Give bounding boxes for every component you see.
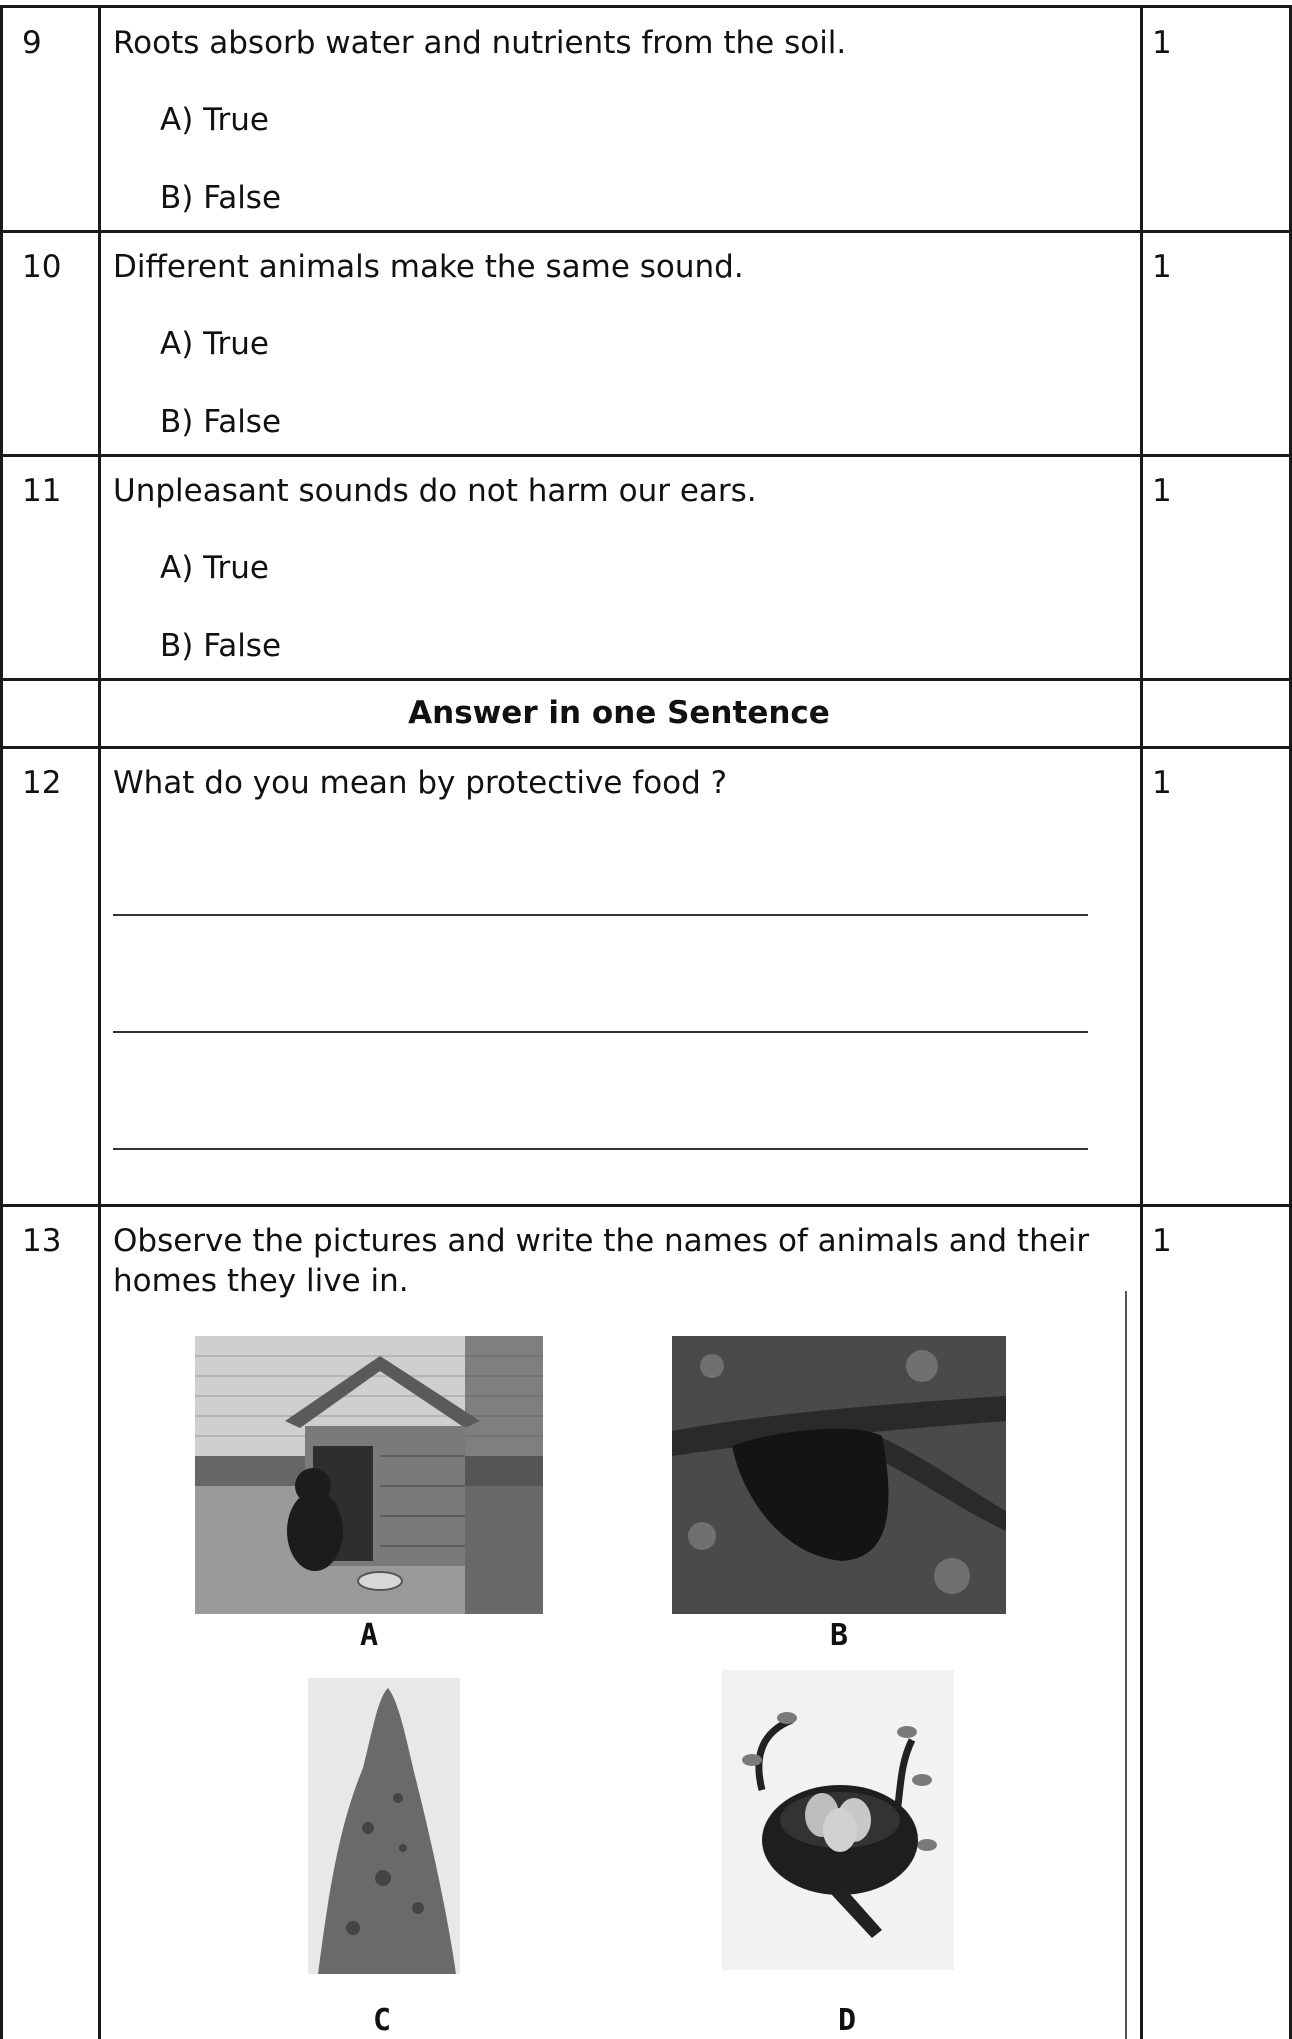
answer-line [113,914,1088,916]
answer-line [113,1148,1088,1150]
question-text: Roots absorb water and nutrients from the soil. [113,25,847,61]
option-b: B) False [160,180,282,216]
question-marks: 1 [1152,473,1172,509]
column-divider [98,8,101,2039]
question-number: 9 [22,25,42,61]
question-text: Observe the pictures and write the names of animals and their homes they live in. [113,1223,1090,1299]
row-divider [0,454,1292,457]
question-table [0,8,1292,2039]
section-heading: Answer in one Sentence [408,695,830,731]
question-number: 12 [22,765,62,801]
question-marks: 1 [1152,765,1172,801]
question-text: Different animals make the same sound. [113,249,744,285]
answer-line [113,1031,1088,1033]
termite-mound-photo [308,1678,460,1974]
question-number: 13 [22,1223,62,1259]
option-b: B) False [160,404,282,440]
option-a: A) True [160,102,269,138]
question-number: 10 [22,249,62,285]
question-marks: 1 [1152,1223,1172,1259]
option-a: A) True [160,550,269,586]
option-b: B) False [160,628,282,664]
table-left-border [0,8,3,2039]
table-top-border [0,5,1292,8]
cell-inner-line [1125,1291,1127,2039]
column-divider [1140,8,1143,2039]
picture-label-a: A [359,1618,379,1653]
picture-label-c: C [372,2003,392,2038]
dog-kennel-photo [195,1336,543,1614]
beehive-photo [672,1336,1006,1614]
picture-label-d: D [837,2003,857,2038]
row-divider [0,230,1292,233]
row-divider [0,1204,1292,1207]
row-divider [0,746,1292,749]
question-text: What do you mean by protective food ? [113,765,728,801]
option-a: A) True [160,326,269,362]
bird-nest-illustration [722,1670,954,1970]
question-text: Unpleasant sounds do not harm our ears. [113,473,757,509]
picture-label-b: B [829,1618,849,1653]
question-marks: 1 [1152,25,1172,61]
question-number: 11 [22,473,62,509]
question-marks: 1 [1152,249,1172,285]
row-divider [0,678,1292,681]
